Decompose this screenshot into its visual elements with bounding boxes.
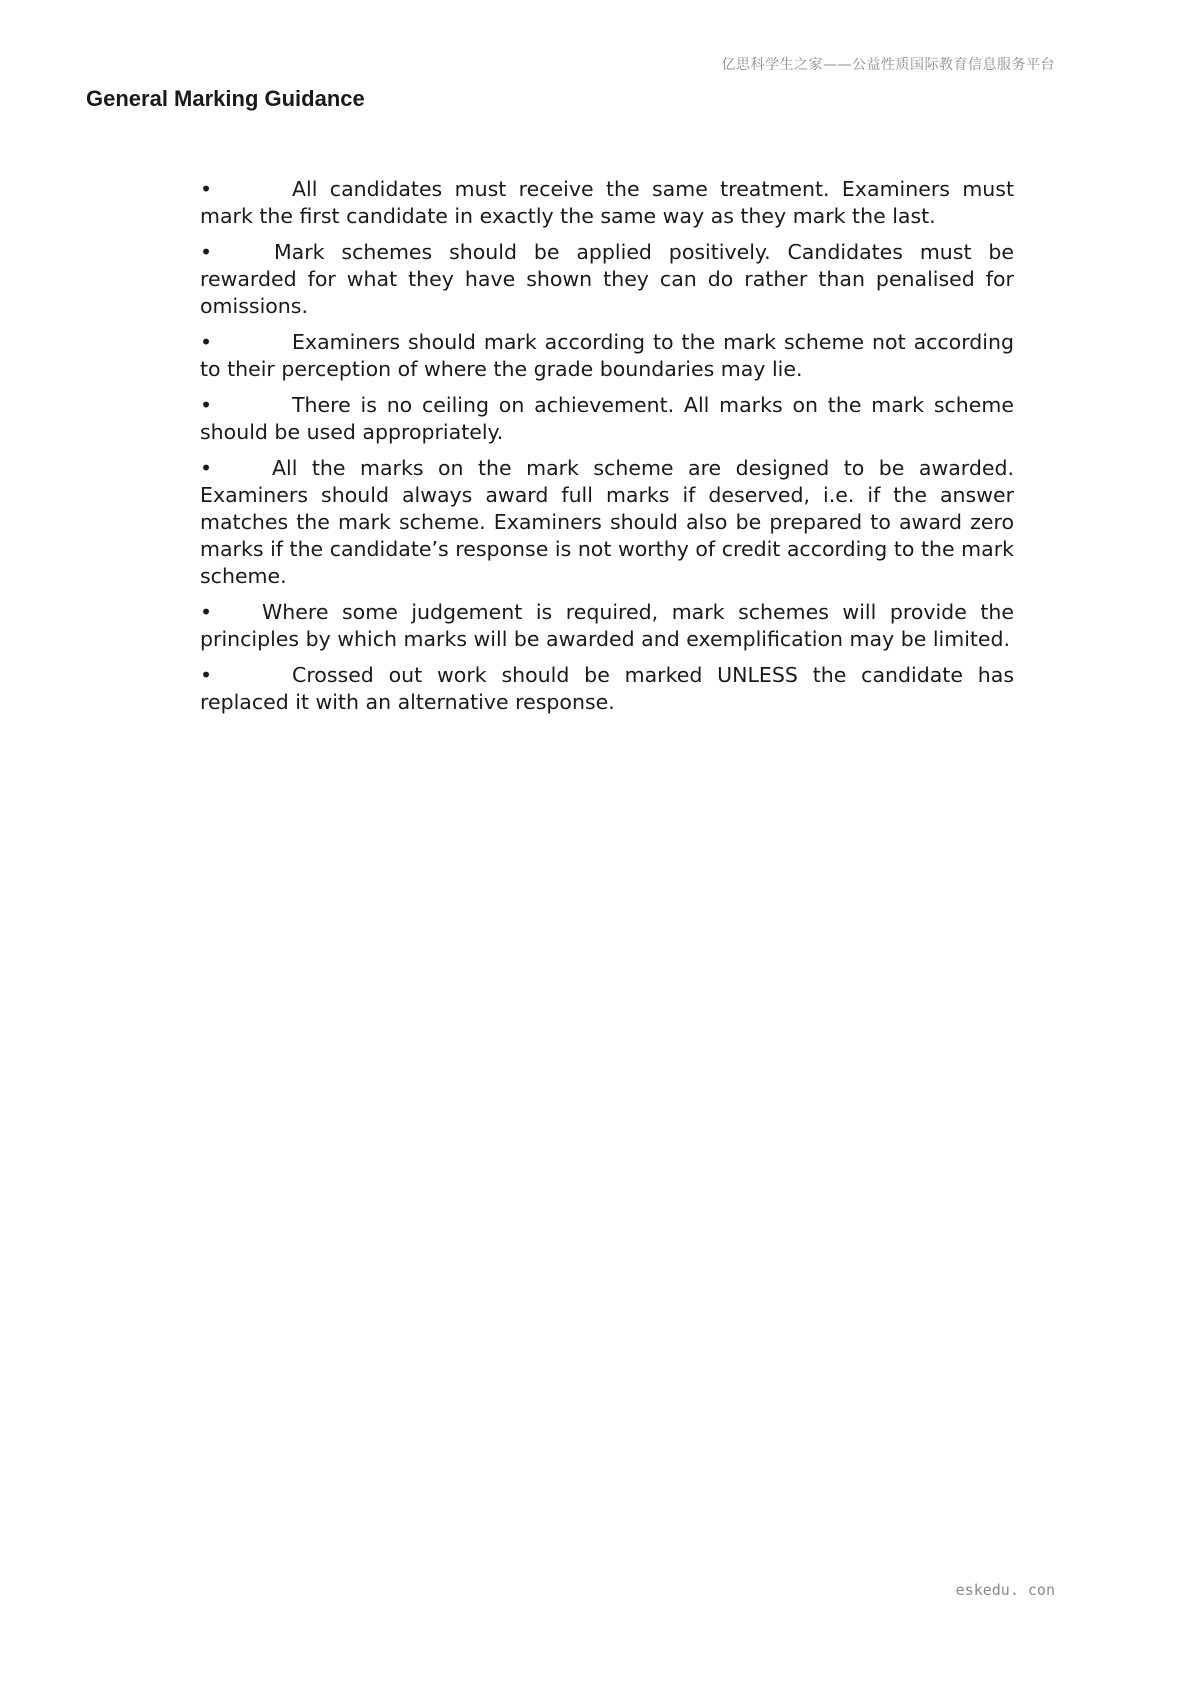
guidance-item xyxy=(200,455,1014,590)
guidance-item xyxy=(200,176,1014,230)
bullet-icon: • xyxy=(200,330,213,354)
bullet-icon: • xyxy=(200,600,213,624)
guidance-item xyxy=(200,599,1014,653)
guidance-item-text: Crossed out work should be marked UNLESS the candidate has replaced it with an alternative response. xyxy=(200,663,1014,714)
bullet-icon: • xyxy=(200,663,213,687)
guidance-item xyxy=(200,392,1014,446)
guidance-list xyxy=(200,176,1014,725)
guidance-item xyxy=(200,662,1014,716)
header-watermark: 亿思科学生之家——公益性质国际教育信息服务平台 xyxy=(721,57,1055,73)
bullet-icon: • xyxy=(200,456,213,480)
bullet-icon: • xyxy=(200,177,213,201)
guidance-item xyxy=(200,239,1014,320)
guidance-item-text: Examiners should mark according to the mark scheme not according to their perception of where the grade boundaries may lie. xyxy=(200,330,1014,381)
guidance-item-text: Where some judgement is required, mark schemes will provide the principles by which marks will be awarded and exemplification may be limited. xyxy=(200,600,1014,651)
footer-watermark: eskedu. con xyxy=(955,1581,1055,1599)
bullet-icon: • xyxy=(200,393,213,417)
guidance-item-text: All candidates must receive the same treatment. Examiners must mark the first candidate in exactly the same way as they mark the last. xyxy=(200,177,1014,228)
guidance-item-text: All the marks on the mark scheme are designed to be awarded. Examiners should always award full marks if deserved, i.e. if the answer matches the mark scheme. Examiners should also be prepared to award zero marks if the candidate’s response is not worthy of credit according to the mark scheme. xyxy=(200,456,1014,588)
guidance-item xyxy=(200,329,1014,383)
guidance-item-text: There is no ceiling on achievement. All marks on the mark scheme should be used appropriately. xyxy=(200,393,1014,444)
guidance-item-text: Mark schemes should be applied positively. Candidates must be rewarded for what they have shown they can do rather than penalised for omissions. xyxy=(200,240,1014,318)
bullet-icon: • xyxy=(200,240,213,264)
page-title: General Marking Guidance xyxy=(86,86,365,111)
